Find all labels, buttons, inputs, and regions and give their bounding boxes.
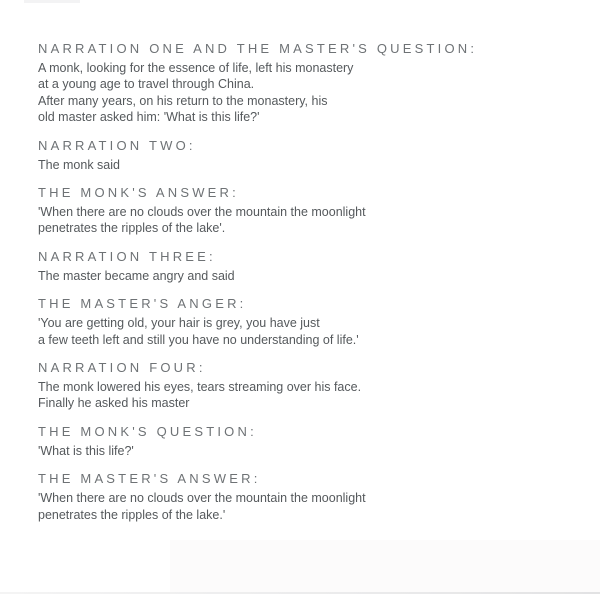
section-line: 'You are getting old, your hair is grey, you have just xyxy=(38,316,320,331)
section-narration-four xyxy=(38,361,508,412)
section-narration-two xyxy=(38,139,508,173)
section-line: penetrates the ripples of the lake.' xyxy=(38,507,226,522)
section-masters-answer xyxy=(38,472,508,523)
section-narration-one xyxy=(38,42,508,126)
section-line: The monk said xyxy=(38,157,120,172)
section-line: A monk, looking for the essence of life, left his monastery xyxy=(38,61,354,75)
section-monks-question xyxy=(38,425,508,459)
section-heading: NARRATION THREE: xyxy=(38,248,216,264)
section-heading: THE MASTER'S ANGER: xyxy=(38,296,247,312)
section-masters-anger xyxy=(38,297,508,348)
section-heading: THE MONK'S ANSWER: xyxy=(38,185,239,201)
section-line: 'What is this life?' xyxy=(38,443,134,458)
section-line: The monk lowered his eyes, tears streaming over his face. xyxy=(38,380,362,395)
section-heading: NARRATION ONE AND THE MASTER'S QUESTION: xyxy=(38,41,478,56)
section-heading: THE MONK'S QUESTION: xyxy=(38,423,257,439)
section-narration-three xyxy=(38,250,508,284)
section-heading: NARRATION FOUR: xyxy=(38,360,206,376)
section-line: at a young age to travel through China. xyxy=(38,77,255,92)
section-line: old master asked him: 'What is this life?' xyxy=(38,110,260,125)
section-heading: NARRATION TWO: xyxy=(38,137,196,153)
section-line: penetrates the ripples of the lake'. xyxy=(38,221,226,236)
section-line: Finally he asked his master xyxy=(38,396,190,411)
section-line: a few teeth left and still you have no understanding of life.' xyxy=(38,332,359,347)
scan-smudge-artifact xyxy=(24,0,80,3)
section-heading: THE MASTER'S ANSWER: xyxy=(38,471,261,487)
section-line: 'When there are no clouds over the mountain the moonlight xyxy=(38,491,366,506)
section-line: After many years, on his return to the monastery, his xyxy=(38,93,328,108)
section-monks-answer xyxy=(38,186,508,237)
section-line: The master became angry and said xyxy=(38,268,235,283)
narration-text-block xyxy=(38,42,508,536)
scan-bottom-tint xyxy=(170,540,600,592)
section-line: 'When there are no clouds over the mountain the moonlight xyxy=(38,205,366,220)
